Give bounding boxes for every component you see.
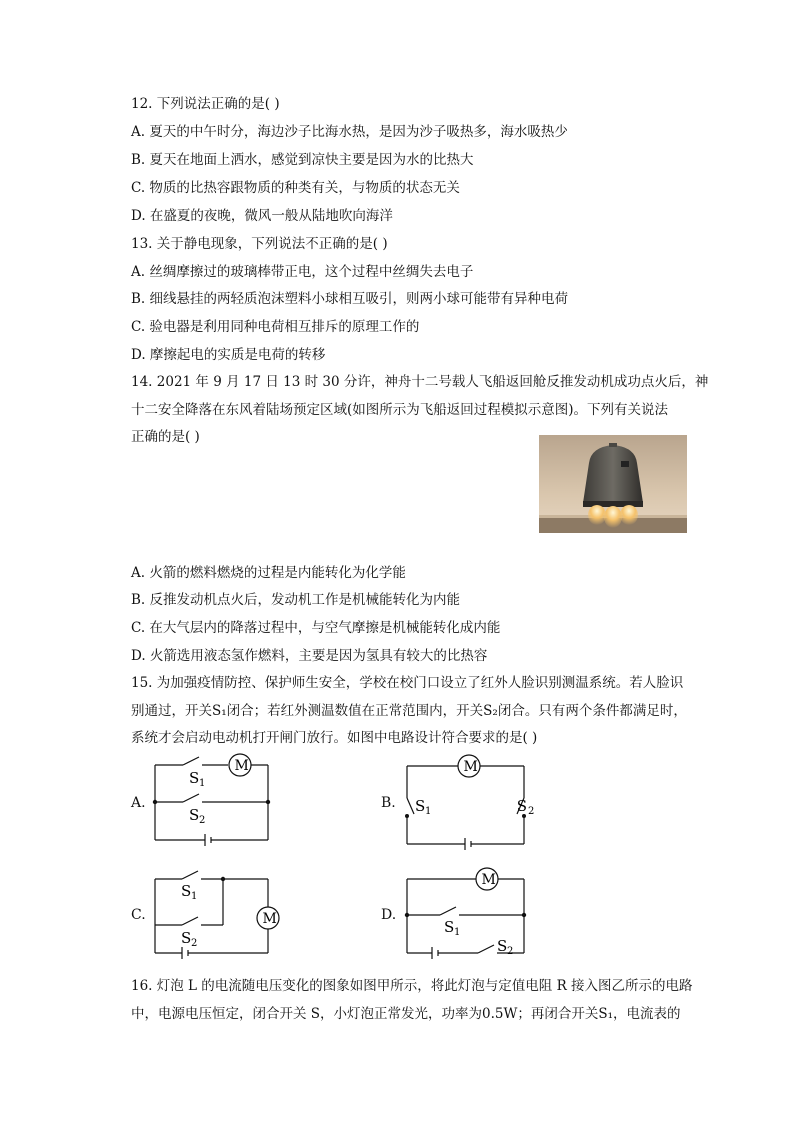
q13-stem: 13. 关于静电现象，下列说法不正确的是( ) (131, 236, 388, 252)
q15-stem-line-1: 15. 为加强疫情防控、保护师生安全，学校在校门口设立了红外人脸识别测温系统。若人脸识 (131, 675, 684, 691)
q16-line-1: 16. 灯泡 L 的电流随电压变化的图象如图甲所示，将此灯泡与定值电阻 R 接入图乙所示的电路 (131, 978, 693, 994)
motor-label: M (481, 872, 496, 888)
s1-subscript: 1 (199, 778, 206, 789)
s1-subscript: 1 (191, 891, 198, 902)
circuit-d-diagram (402, 865, 532, 965)
s2-subscript: 2 (528, 806, 535, 817)
q14-option-c: C. 在大气层内的降落过程中，与空气摩擦是机械能转化成内能 (131, 620, 501, 636)
s2-label: S (181, 929, 192, 947)
q14-option-a: A. 火箭的燃料燃烧的过程是内能转化为化学能 (131, 565, 406, 581)
q16-line-2: 中，电源电压恒定，闭合开关 S，小灯泡正常发光，功率为0.5W；再闭合开关S₁，电流表的 (131, 1006, 681, 1022)
motor-label: M (463, 759, 478, 775)
circuit-b-diagram (402, 752, 535, 852)
circuit-a-label: A. (131, 795, 146, 811)
q14-option-b: B. 反推发动机点火后，发动机工作是机械能转化为内能 (131, 592, 461, 608)
q13-option-d: D. 摩擦起电的实质是电荷的转移 (131, 347, 326, 363)
q14-stem-line-2: 十二安全降落在东风着陆场预定区域(如图所示为飞船返回过程模拟示意图)。下列有关说法 (131, 402, 669, 418)
s1-subscript: 1 (454, 927, 461, 938)
q14-stem-line-3: 正确的是( ) (131, 429, 200, 445)
q13-option-a: A. 丝绸摩擦过的玻璃棒带正电，这个过程中丝绸失去电子 (131, 264, 474, 280)
s1-label: S (415, 797, 426, 815)
s1-label: S (189, 769, 200, 787)
q12-option-c: C. 物质的比热容跟物质的种类有关，与物质的状态无关 (131, 180, 460, 196)
q15-stem-line-3: 系统才会启动电动机打开闸门放行。如图中电路设计符合要求的是( ) (131, 730, 538, 746)
circuit-c-label: C. (131, 907, 146, 923)
q14-option-d: D. 火箭选用液态氢作燃料，主要是因为氢具有较大的比热容 (131, 648, 488, 664)
q13-option-c: C. 验电器是利用同种电荷相互排斥的原理工作的 (131, 319, 420, 335)
q14-stem-line-1: 14. 2021 年 9 月 17 日 13 时 30 分许，神舟十二号载人飞船返回舱反推发动机成功点火后，神 (131, 374, 709, 390)
q15-stem-line-2: 别通过，开关S₁闭合；若红外测温数值在正常范围内，开关S₂闭合。只有两个条件都满足时， (131, 703, 687, 719)
motor-label: M (262, 911, 277, 927)
q12-option-a: A. 夏天的中午时分，海边沙子比海水热，是因为沙子吸热多，海水吸热少 (131, 124, 568, 140)
motor-label: M (234, 758, 249, 774)
q13-option-b: B. 细线悬挂的两轻质泡沫塑料小球相互吸引，则两小球可能带有异种电荷 (131, 291, 569, 307)
s2-label: S (516, 797, 527, 815)
circuit-b-label: B. (381, 795, 396, 811)
s1-label: S (181, 882, 192, 900)
s2-subscript: 2 (199, 815, 206, 826)
s2-label: S (189, 806, 200, 824)
s1-subscript: 1 (425, 806, 432, 817)
q12-stem: 12. 下列说法正确的是( ) (131, 96, 280, 112)
q12-option-d: D. 在盛夏的夜晚，微风一般从陆地吹向海洋 (131, 208, 393, 224)
circuit-a-diagram (150, 752, 275, 852)
q12-option-b: B. 夏天在地面上洒水，感觉到凉快主要是因为水的比热大 (131, 152, 474, 168)
return-capsule-photo (539, 435, 687, 533)
circuit-d-label: D. (381, 907, 397, 923)
s2-subscript: 2 (191, 938, 198, 949)
s2-label: S (497, 937, 508, 955)
circuit-c-diagram (150, 865, 285, 965)
s2-subscript: 2 (507, 946, 514, 957)
s1-label: S (444, 918, 455, 936)
